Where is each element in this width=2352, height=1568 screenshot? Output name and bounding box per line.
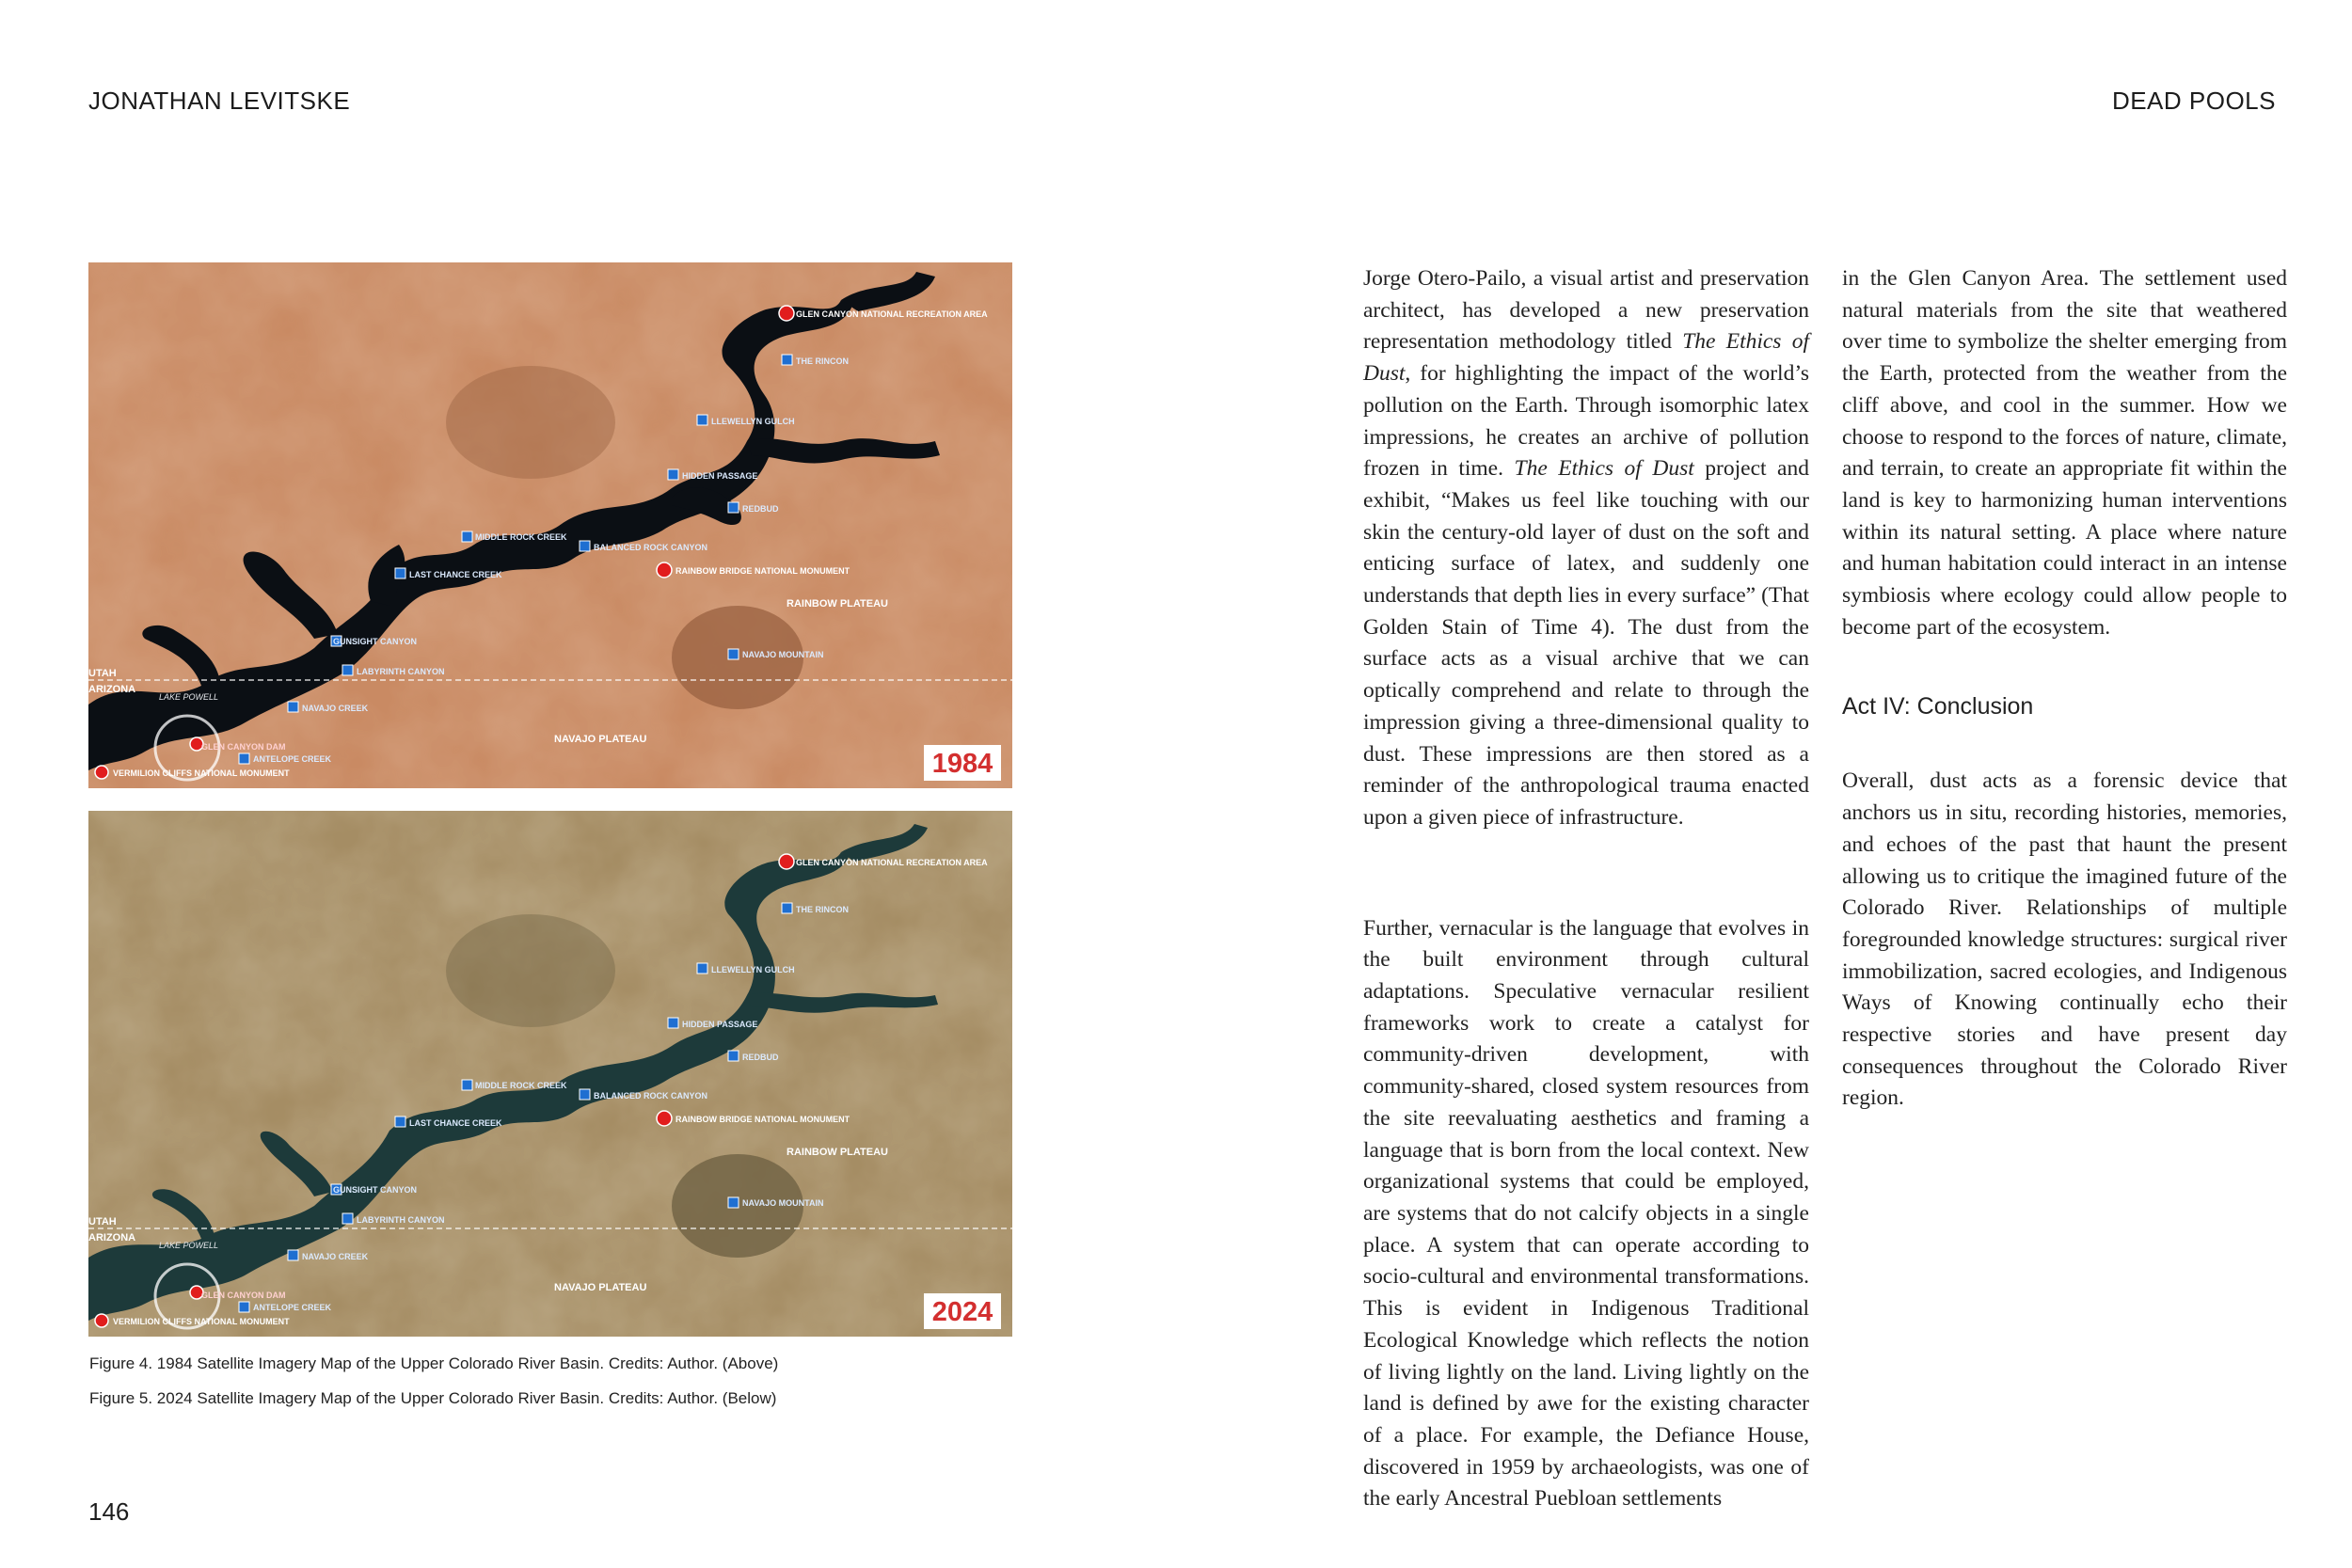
blue-marker-icon [342,1213,353,1224]
paragraph-glen-canyon: in the Glen Canyon Area. The settlement used natural materials from the site that weathered over time to symbolize the shelter emerging from the Earth, protected from the weather from the cliff above, and cool in the summer. How we choose to respond to the forces of nature, climate, and terrain, to create an appropriate fit within the land is key to harmonizing human interventions within its natural setting. A place where nature and human habitation could interact in an intense symbiosis where ecology could allow people to become part of the ecosystem. [1842,266,2287,640]
label-middle-rock: MIDDLE ROCK CREEK [475,532,567,542]
label-rainbow-bridge: RAINBOW BRIDGE NATIONAL MONUMENT [675,1115,850,1124]
label-utah: UTAH [88,1216,117,1227]
label-middle-rock: MIDDLE ROCK CREEK [475,1081,567,1090]
title-ethics-of-dust: The Ethics of Dust [1514,456,1694,482]
label-navajo-plateau: NAVAJO PLATEAU [554,1282,647,1293]
label-hidden-passage: HIDDEN PASSAGE [682,471,758,481]
label-navajo-mountain: NAVAJO MOUNTAIN [742,650,824,659]
running-header-title: DEAD POOLS [2111,87,2276,115]
section-heading: Act IV: Conclusion [1842,693,2034,721]
label-last-chance: LAST CHANCE CREEK [409,570,502,579]
blue-marker-icon [728,1051,739,1061]
red-marker-icon [95,1314,108,1327]
red-marker-icon [95,766,108,779]
figure-caption-4: Figure 4. 1984 Satellite Imagery Map of the Upper Colorado River Basin. Credits: Author. (Above) [89,1354,779,1372]
blue-marker-icon [728,1197,739,1208]
blue-marker-icon [782,903,792,913]
year-badge-text: 2024 [931,1297,993,1327]
paragraph-conclusion: Overall, dust acts as a forensic device that anchors us in situ, recording histories, memories, and echoes of the past that haunt the present allowing us to critique the imagined future of the Colorado River. Relationships of multiple foregrounded knowledge structures: surgical river immobilization, sacred ecologies, and Indigenous Ways of Knowing continually echo their respective stories and have present day consequences throughout the Colorado River region. [1842,768,2287,1111]
blue-marker-icon [342,665,353,675]
label-last-chance: LAST CHANCE CREEK [409,1118,502,1128]
blue-marker-icon [728,502,739,513]
satellite-map-2024-image [88,811,1012,1337]
label-lake-powell: LAKE POWELL [159,692,219,702]
label-navajo-plateau: NAVAJO PLATEAU [554,734,647,745]
label-utah: UTAH [88,668,117,679]
label-labyrinth: LABYRINTH CANYON [357,1215,445,1225]
label-balanced-rock: BALANCED ROCK CANYON [594,1091,707,1101]
blue-marker-icon [239,753,249,764]
body-column-left [1363,263,1809,1515]
label-redbud: REDBUD [742,1053,779,1062]
blue-marker-icon [288,702,298,712]
blue-marker-icon [395,1117,405,1127]
label-navajo-mountain: NAVAJO MOUNTAIN [742,1198,824,1208]
label-navajo-creek: NAVAJO CREEK [302,704,369,713]
body-column-right [1842,263,2287,1115]
blue-marker-icon [395,568,405,578]
label-antelope-creek: ANTELOPE CREEK [253,754,332,764]
label-vermilion: VERMILION CLIFFS NATIONAL MONUMENT [113,768,290,778]
blue-marker-icon [782,355,792,365]
figure-caption-5: Figure 5. 2024 Satellite Imagery Map of the Upper Colorado River Basin. Credits: Author. (Below) [89,1389,777,1407]
label-the-rincon: THE RINCON [796,905,849,914]
satellite-map-1984 [88,262,1012,788]
label-gunsight: GUNSIGHT CANYON [333,1185,418,1195]
label-glen-canyon-dam: GLEN CANYON DAM [201,742,286,752]
label-antelope-creek: ANTELOPE CREEK [253,1303,332,1312]
label-rainbow-bridge: RAINBOW BRIDGE NATIONAL MONUMENT [675,566,850,576]
label-glen-canyon-nra: GLEN CANYON NATIONAL RECREATION AREA [796,858,988,867]
blue-marker-icon [580,1089,590,1100]
blue-marker-icon [697,963,707,974]
label-llewellyn: LLEWELLYN GULCH [711,965,795,974]
label-labyrinth: LABYRINTH CANYON [357,667,445,676]
label-the-rincon: THE RINCON [796,356,849,366]
blue-marker-icon [668,469,678,480]
blue-marker-icon [580,541,590,551]
label-redbud: REDBUD [742,504,779,514]
year-badge-text: 1984 [931,749,993,779]
paragraph-vernacular: Further, vernacular is the language that evolves in the built environment through cultural adaptations. Speculative vernacular resilient frameworks work to create a catalyst for community-driven development, with community-shared, closed system resources from the site reevaluating aesthetics and framing a language that is born from the local context. New organizational systems that could be employed, are systems that do not calcify objects in a single place. A system that can operate according to socio-cultural and environmental transformations. This is evident in Indigenous Traditional Ecological Knowledge which reflects the notion of living lightly on the land. Living lightly on the land is defined by awe for the existing character of a place. For example, the Defiance House, discovered in 1959 by archaeologists, was one of the early Ancestral Puebloan settlements [1363,915,1809,1512]
label-lake-powell: LAKE POWELL [159,1241,219,1250]
blue-marker-icon [697,415,707,425]
red-marker-icon [657,1111,672,1126]
blue-marker-icon [668,1018,678,1028]
satellite-map-2024 [88,811,1012,1337]
paragraph-ethics-of-dust: Jorge Otero-Pailo, a visual artist and preservation architect, has developed a new preservation representation methodology titled The Ethics of Dust, for highlighting the impact of the world’s pollution on the Earth. Through isomorphic latex impressions, he creates an archive of pollution frozen in time. The Ethics of Dust project and exhibit, “Makes us feel like touching with our skin the century-old layer of dust on the soft and enticing surface of latex, and suddenly one understands that depth lies in every surface” (That Golden Stain of Time 4). The dust from the surface acts as a visual archive that we can optically comprehend and relate to through the impression giving a three-dimensional quality to dust. These impressions are then stored as a reminder of the anthropological trauma enacted upon a given piece of infrastructure. [1363,266,1809,830]
label-llewellyn: LLEWELLYN GULCH [711,417,795,426]
label-hidden-passage: HIDDEN PASSAGE [682,1020,758,1029]
red-marker-icon [779,306,794,321]
blue-marker-icon [239,1302,249,1312]
label-arizona: ARIZONA [88,1232,136,1243]
label-navajo-creek: NAVAJO CREEK [302,1252,369,1261]
blue-marker-icon [462,531,472,542]
blue-marker-icon [462,1080,472,1090]
label-glen-canyon-dam: GLEN CANYON DAM [201,1291,286,1300]
label-rainbow-plateau: RAINBOW PLATEAU [787,1147,888,1158]
blue-marker-icon [728,649,739,659]
page-number: 146 [88,1497,130,1526]
blue-marker-icon [288,1250,298,1260]
red-marker-icon [779,854,794,869]
label-gunsight: GUNSIGHT CANYON [333,637,418,646]
label-vermilion: VERMILION CLIFFS NATIONAL MONUMENT [113,1317,290,1326]
label-glen-canyon-nra: GLEN CANYON NATIONAL RECREATION AREA [796,309,988,319]
running-header-author: JONATHAN LEVITSKE [88,87,351,115]
label-balanced-rock: BALANCED ROCK CANYON [594,543,707,552]
label-rainbow-plateau: RAINBOW PLATEAU [787,598,888,610]
satellite-map-1984-image [88,262,1012,788]
label-arizona: ARIZONA [88,684,136,695]
red-marker-icon [657,562,672,578]
title-ethics-of-dust: The Ethics of Dust [1363,329,1809,387]
